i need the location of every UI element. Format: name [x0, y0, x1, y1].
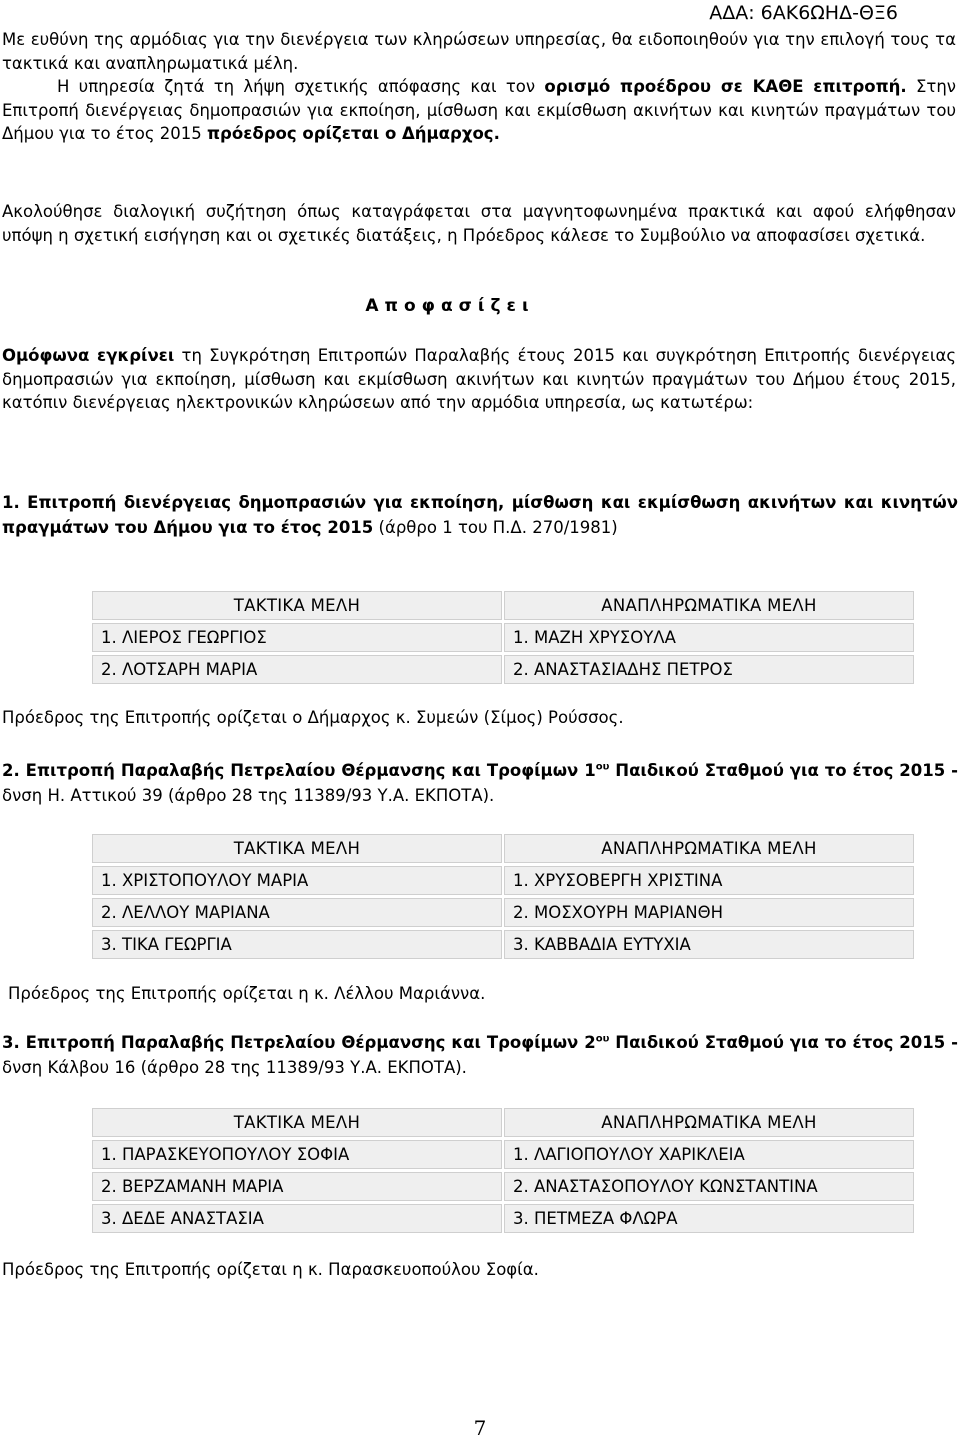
header-alternate-members: ΑΝΑΠΛΗΡΩΜΑΤΙΚΑ ΜΕΛΗ — [504, 834, 914, 863]
intro-paragraph — [2, 28, 956, 146]
alternate-member: 1. ΛΑΓΙΟΠΟΥΛΟΥ ΧΑΡΙΚΛΕΙΑ — [504, 1140, 914, 1169]
section-3-members-table — [90, 1105, 916, 1236]
header-regular-members: ΤΑΚΤΙΚΑ ΜΕΛΗ — [92, 1108, 502, 1137]
decision-heading: Αποφασίζει — [365, 296, 535, 316]
regular-member: 1. ΧΡΙΣΤΟΠΟΥΛΟΥ ΜΑΡΙΑ — [92, 866, 502, 895]
ada-code: ΑΔΑ: 6ΑΚ6ΩΗΔ-ΘΞ6 — [709, 2, 898, 24]
page-number: 7 — [473, 1416, 487, 1440]
intro-text-a: Η υπηρεσία ζητά τη λήψη σχετικής απόφασης και τον — [57, 77, 545, 96]
section-1-title-rest: (άρθρο 1 του Π.Δ. 270/1981) — [373, 518, 618, 537]
table-header-row — [92, 1108, 914, 1137]
header-regular-members: ΤΑΚΤΙΚΑ ΜΕΛΗ — [92, 834, 502, 863]
intro-bold-mayor: πρόεδρος ορίζεται ο Δήμαρχος. — [207, 124, 500, 143]
intro-line-1: Με ευθύνη της αρμόδιας για την διενέργεια των κληρώσεων υπηρεσίας, θα ειδοποιηθούν για την επιλογή τους τα τακτικά και αναπληρωματικά μέλη. — [2, 30, 956, 73]
section-3-title — [2, 1030, 958, 1080]
regular-member: 2. ΒΕΡΖΑΜΑΝΗ ΜΑΡΙΑ — [92, 1172, 502, 1201]
table-header-row — [92, 591, 914, 620]
table-row — [92, 1172, 914, 1201]
header-alternate-members: ΑΝΑΠΛΗΡΩΜΑΤΙΚΑ ΜΕΛΗ — [504, 1108, 914, 1137]
table-row — [92, 623, 914, 652]
table-row — [92, 898, 914, 927]
approval-paragraph — [2, 344, 956, 415]
section-3-title-bold-b: Παιδικού Σταθμού για το έτος 2015 - — [609, 1033, 958, 1052]
approval-text: τη Συγκρότηση Επιτροπών Παραλαβής έτους 2015 και συγκρότηση Επιτροπής διενέργειας δημοπρασιών για εκποίηση, μίσθωση και εκμίσθωση ακινήτων και κινητών πραγμάτων του Δήμου έτους 2015, κατόπιν διενέργειας ηλεκτρονικών κληρώσεων από την αρμόδια υπηρεσία, ως κατωτέρω: — [2, 346, 957, 412]
regular-member: 1. ΛΙΕΡΟΣ ΓΕΩΡΓΙΟΣ — [92, 623, 502, 652]
section-2-members-table — [90, 831, 916, 962]
table-row — [92, 655, 914, 684]
regular-member: 3. ΔΕΔΕ ΑΝΑΣΤΑΣΙΑ — [92, 1204, 502, 1233]
section-1-president: Πρόεδρος της Επιτροπής ορίζεται ο Δήμαρχος κ. Συμεών (Σίμος) Ρούσσος. — [2, 708, 624, 727]
header-regular-members: ΤΑΚΤΙΚΑ ΜΕΛΗ — [92, 591, 502, 620]
table-row — [92, 866, 914, 895]
table-row — [92, 930, 914, 959]
discussion-paragraph: Ακολούθησε διαλογική συζήτηση όπως καταγράφεται στα μαγνητοφωνημένα πρακτικά και αφού ελήφθησαν υπόψη η σχετική εισήγηση και οι σχετικές διατάξεις, η Πρόεδρος κάλεσε το Συμβούλιο να αποφασίσει σχετικά. — [2, 202, 956, 245]
section-2-president: Πρόεδρος της Επιτροπής ορίζεται η κ. Λέλλου Μαριάννα. — [8, 984, 486, 1003]
alternate-member: 1. ΧΡΥΣΟΒΕΡΓΗ ΧΡΙΣΤΙΝΑ — [504, 866, 914, 895]
table-header-row — [92, 834, 914, 863]
section-2-title-bold-a: 2. Επιτροπή Παραλαβής Πετρελαίου Θέρμανσης και Τροφίμων 1 — [2, 761, 596, 780]
section-2-title — [2, 758, 958, 808]
regular-member: 2. ΛΕΛΛΟΥ ΜΑΡΙΑΝΑ — [92, 898, 502, 927]
header-alternate-members: ΑΝΑΠΛΗΡΩΜΑΤΙΚΑ ΜΕΛΗ — [504, 591, 914, 620]
section-1-title — [2, 490, 958, 540]
alternate-member: 1. ΜΑΖΗ ΧΡΥΣΟΥΛΑ — [504, 623, 914, 652]
section-3-president: Πρόεδρος της Επιτροπής ορίζεται η κ. Παρασκευοπούλου Σοφία. — [2, 1260, 539, 1279]
intro-bold-president: ορισμό προέδρου σε ΚΑΘΕ επιτροπή. — [544, 77, 907, 96]
section-3-title-bold-a: 3. Επιτροπή Παραλαβής Πετρελαίου Θέρμανσης και Τροφίμων 2 — [2, 1033, 596, 1052]
section-1-title-bold: 1. Επιτροπή διενέργειας δημοπρασιών για εκποίηση, μίσθωση και εκμίσθωση ακινήτων και κινητών πραγμάτων του Δήμου για το έτος 2015 — [2, 493, 958, 537]
section-3-title-sup: ου — [595, 1033, 610, 1045]
section-2-title-bold-b: Παιδικού Σταθμού για το έτος 2015 - — [609, 761, 958, 780]
alternate-member: 2. ΑΝΑΣΤΑΣΟΠΟΥΛΟΥ ΚΩΝΣΤΑΝΤΙΝΑ — [504, 1172, 914, 1201]
approval-bold: Ομόφωνα εγκρίνει — [2, 346, 175, 365]
regular-member: 2. ΛΟΤΣΑΡΗ ΜΑΡΙΑ — [92, 655, 502, 684]
section-2-title-rest: δνση Η. Αττικού 39 (άρθρο 28 της 11389/93 Υ.Α. ΕΚΠΟΤΑ). — [2, 786, 495, 805]
table-row — [92, 1140, 914, 1169]
alternate-member: 3. ΠΕΤΜΕΖΑ ΦΛΩΡΑ — [504, 1204, 914, 1233]
intro-text-c: Στην Επιτροπή διενέργειας δημοπρασιών για εκποίηση, μίσθωση και εκμίσθωση ακινήτων και κινητών πραγμάτων του Δήμου για το έτος 2015 — [2, 77, 957, 143]
section-2-title-sup: ου — [595, 761, 610, 773]
section-1-members-table — [90, 588, 916, 687]
section-3-title-rest: δνση Κάλβου 16 (άρθρο 28 της 11389/93 Υ.Α. ΕΚΠΟΤΑ). — [2, 1058, 467, 1077]
alternate-member: 2. ΜΟΣΧΟΥΡΗ ΜΑΡΙΑΝΘΗ — [504, 898, 914, 927]
table-row — [92, 1204, 914, 1233]
alternate-member: 3. ΚΑΒΒΑΔΙΑ ΕΥΤΥΧΙΑ — [504, 930, 914, 959]
regular-member: 1. ΠΑΡΑΣΚΕΥΟΠΟΥΛΟΥ ΣΟΦΙΑ — [92, 1140, 502, 1169]
regular-member: 3. ΤΙΚΑ ΓΕΩΡΓΙΑ — [92, 930, 502, 959]
alternate-member: 2. ΑΝΑΣΤΑΣΙΑΔΗΣ ΠΕΤΡΟΣ — [504, 655, 914, 684]
